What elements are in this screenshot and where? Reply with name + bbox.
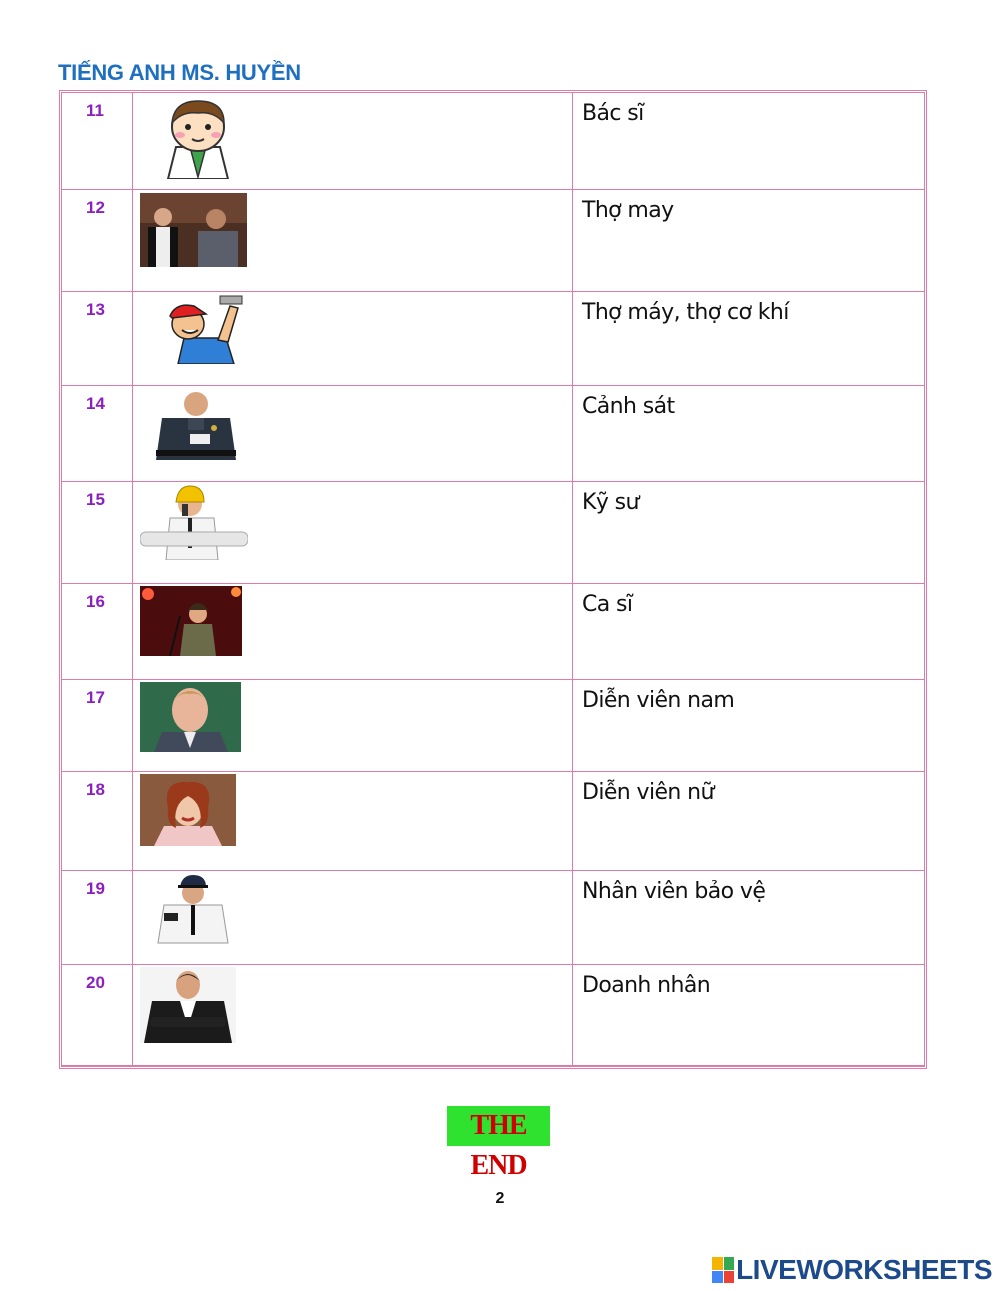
mechanic-image: [148, 294, 248, 364]
tailor-image: [140, 193, 247, 267]
liveworksheets-logo-icon: [712, 1257, 734, 1283]
row-number: 19: [86, 879, 105, 898]
security-guard-image: [152, 873, 234, 945]
engineer-image: [140, 484, 248, 560]
the-end-label: THE END: [447, 1106, 550, 1146]
vocab-word: Doanh nhân: [582, 973, 711, 998]
table-row: [62, 965, 924, 1066]
vocab-word: Bác sĩ: [582, 101, 644, 126]
vocab-word: Thợ may: [582, 198, 674, 223]
vocab-word: Diễn viên nữ: [582, 780, 714, 805]
table-row: [62, 292, 924, 386]
actress-image: [140, 774, 236, 846]
row-number: 13: [86, 300, 105, 319]
table-row: [62, 386, 924, 482]
row-number: 18: [86, 780, 105, 799]
vocab-word: Kỹ sư: [582, 490, 639, 515]
vocab-word: Diễn viên nam: [582, 688, 735, 713]
column-divider: [572, 93, 573, 1066]
vocab-word: Thợ máy, thợ cơ khí: [582, 300, 789, 325]
column-divider: [132, 93, 133, 1066]
table-row: [62, 190, 924, 292]
table-row: [62, 772, 924, 871]
brand-name: LIVEWORKSHEETS: [736, 1254, 992, 1285]
page-number: 2: [495, 1190, 505, 1207]
row-number: 16: [86, 592, 105, 611]
worksheet-title: TIẾNG ANH MS. HUYỀN: [58, 60, 301, 85]
table-row: [62, 584, 924, 680]
row-number: 14: [86, 394, 105, 413]
police-image: [152, 388, 240, 460]
singer-image: [140, 586, 242, 656]
table-row: [62, 93, 924, 190]
row-number: 15: [86, 490, 105, 509]
table-row: [62, 482, 924, 584]
liveworksheets-brand[interactable]: [712, 1254, 992, 1286]
vocab-word: Ca sĩ: [582, 592, 633, 617]
vocab-word: Cảnh sát: [582, 394, 675, 419]
row-number: 12: [86, 198, 105, 217]
vocab-word: Nhân viên bảo vệ: [582, 879, 766, 904]
row-number: 17: [86, 688, 105, 707]
vocabulary-table: [59, 90, 927, 1069]
actor-image: [140, 682, 241, 752]
businessman-image: [140, 967, 236, 1043]
table-row: [62, 871, 924, 965]
doctor-image: [154, 97, 242, 179]
row-number: 11: [86, 101, 104, 120]
table-row: [62, 680, 924, 772]
row-number: 20: [86, 973, 105, 992]
